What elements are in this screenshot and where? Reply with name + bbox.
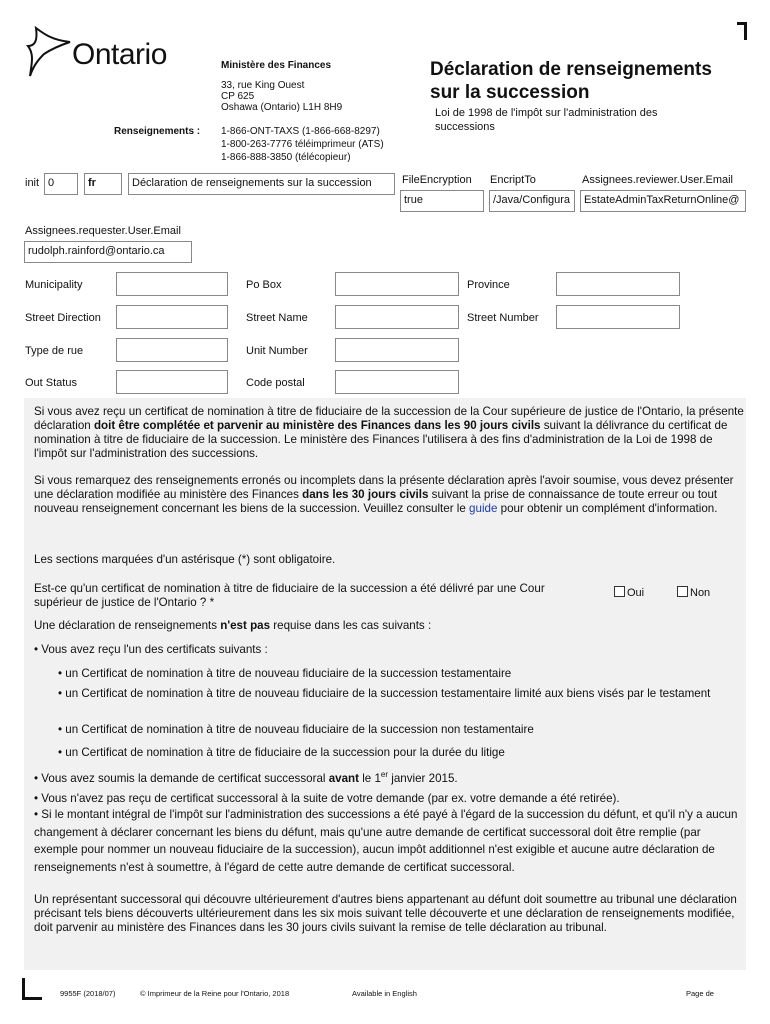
subtitle-line-1: Loi de 1998 de l'impôt sur l'administration des [435, 107, 658, 119]
phone-line-3: 1-866-888-3850 (télécopieur) [221, 152, 351, 163]
file-encryption-field[interactable]: true [400, 190, 484, 212]
reviewer-field[interactable]: EstateAdminTaxReturnOnline@ [580, 190, 746, 212]
file-encryption-label: FileEncryption [402, 174, 472, 186]
out-status-label: Out Status [25, 377, 77, 389]
guide-link[interactable]: guide [469, 502, 498, 515]
bullet-certificates: • Vous avez reçu l'un des certificats suivants : [34, 643, 268, 656]
requester-label: Assignees.requester.User.Email [25, 225, 181, 237]
footer-available: Available in English [352, 989, 417, 998]
page-title-line-2: sur la succession [430, 82, 590, 103]
type-de-rue-label: Type de rue [25, 345, 84, 357]
sub-bullet-3: • un Certificat de nomination à titre de nouveau fiduciaire de la succession non testamentaire [58, 723, 534, 736]
required-note: Les sections marquées d'un astérisque (*) sont obligatoire. [34, 553, 336, 566]
bullet-withdrawn: • Vous n'avez pas reçu de certificat successoral à la suite de votre demande (par ex. votre demande a été retirée). [34, 792, 620, 805]
corner-mark-bottom-left-h [22, 997, 42, 1000]
code-postal-label: Code postal [246, 377, 305, 389]
footer-form-number: 9955F (2018/07) [60, 989, 116, 998]
yes-checkbox[interactable] [614, 586, 625, 597]
street-direction-label: Street Direction [25, 312, 101, 324]
sub-bullet-1: • un Certificat de nomination à titre de nouveau fiduciaire de la succession testamentaire [58, 667, 512, 680]
final-paragraph: Un représentant successoral qui découvre ultérieurement d'autres biens appartenant au défunt doit soumettre au tribunal une déclaration précisant tels biens découverts ultérieurement dans les six mois suivant telle découverte et une déclaration de renseignements modifiée, doit parvenir au ministère des Finances dans les 30 jours civils suivant la remise de telle déclaration au tribunal. [34, 893, 737, 934]
reviewer-label: Assignees.reviewer.User.Email [582, 174, 734, 186]
province-field[interactable] [556, 272, 680, 296]
footer-copyright: © Imprimeur de la Reine pour l'Ontario, 2018 [140, 989, 290, 998]
sub-bullet-4: • un Certificat de nomination à titre de fiduciaire de la succession pour la durée du litige [58, 746, 505, 759]
street-name-label: Street Name [246, 312, 308, 324]
intro-deadline-90: doit être complétée et parvenir au ministère des Finances dans les 90 jours civils [93, 419, 541, 432]
doc-title-field[interactable]: Déclaration de renseignements sur la succession [128, 173, 395, 195]
ontario-logo [24, 24, 167, 83]
answer-no-option[interactable]: Non [677, 586, 710, 599]
po-box-field[interactable] [335, 272, 459, 296]
encript-to-field[interactable]: /Java/Configura [489, 190, 575, 212]
init-label: init [25, 177, 40, 189]
answer-yes-option[interactable]: Oui [614, 586, 644, 599]
intro-deadline-30: dans les 30 jours civils [302, 488, 429, 501]
intro-paragraph-2: Si vous remarquez des renseignements erronés ou incomplets dans la présente déclaration après l'avoir soumise, vous devez présenter une déclaration modifiée au ministère des Finances dans les 30 jours civils suivant la prise de connaissance de toute erreur ou tout nouveau renseignement concernant les biens de la succession. Veuillez consulter le guide pour obtenir un complément d'information. [34, 474, 734, 515]
sub-bullet-2: • un Certificat de nomination à titre de nouveau fiduciaire de la succession testamentaire limité aux biens visés par le testament [58, 687, 711, 700]
subtitle-line-2: successions [435, 121, 495, 133]
trillium-icon [24, 24, 76, 78]
type-de-rue-field[interactable] [116, 338, 228, 362]
not-required-intro: Une déclaration de renseignements n'est pas requise dans les cas suivants : [34, 619, 432, 632]
ministry-name: Ministère des Finances [221, 60, 332, 71]
footer-page: Page de [686, 989, 714, 998]
lang-field[interactable]: fr [84, 173, 122, 195]
init-field[interactable]: 0 [44, 173, 78, 195]
address-line-2: CP 625 [221, 91, 255, 102]
municipality-label: Municipality [25, 279, 83, 291]
address-line-3: Oshawa (Ontario) L1H 8H9 [221, 102, 343, 113]
phone-line-1: 1-866-ONT-TAXS (1-866-668-8297) [221, 126, 380, 137]
street-direction-field[interactable] [116, 305, 228, 329]
municipality-field[interactable] [116, 272, 228, 296]
info-label: Renseignements : [114, 126, 201, 137]
bullet-tax-paid: • Si le montant intégral de l'impôt sur l'administration des successions a été payé à l'égard de la succession du défunt, et qu'il n'y a aucun changement à déclarer concernant les biens du défunt, mais qu'une autre demande de certificat successoral doit être remplie (par exemple pour nommer un nouveau fiduciaire de la succession), aucun impôt additionnel n'est exigible et aucune autre déclaration de renseignements n'est à soumettre, à l'égard de cette autre demande de certificat successoral. [34, 808, 738, 874]
street-number-label: Street Number [467, 312, 539, 324]
street-name-field[interactable] [335, 305, 459, 329]
requester-field[interactable]: rudolph.rainford@ontario.ca [24, 241, 192, 263]
unit-number-field[interactable] [335, 338, 459, 362]
page-title-line-1: Déclaration de renseignements [430, 59, 712, 80]
street-number-field[interactable] [556, 305, 680, 329]
phone-line-2: 1-800-263-7776 téléimprimeur (ATS) [221, 139, 384, 150]
intro-paragraph-1: Si vous avez reçu un certificat de nomination à titre de fiduciaire de la succession de la Cour supérieure de justice de l'Ontario, la présente déclaration doit être complétée et parvenir au ministère des Finances dans les 90 jours civils suivant la délivrance du certificat de nomination à titre de fiduciaire de la succession. Le ministère des Finances l'utilisera à des fins d'administration de la Loi de 1998 de l'impôt sur l'administration des successions. [34, 405, 744, 460]
unit-number-label: Unit Number [246, 345, 308, 357]
address-line-1: 33, rue King Ouest [221, 80, 305, 91]
encript-to-label: EncriptTo [490, 174, 536, 186]
logo-wordmark: Ontario [72, 38, 167, 71]
no-checkbox[interactable] [677, 586, 688, 597]
province-label: Province [467, 279, 510, 291]
out-status-field[interactable] [116, 370, 228, 394]
po-box-label: Po Box [246, 279, 282, 291]
question-text: Est-ce qu'un certificat de nomination à titre de fiduciaire de la succession a été délivré par une Cour supérieur de justice de l'Ontario ? * [34, 582, 545, 609]
code-postal-field[interactable] [335, 370, 459, 394]
bullet-before-2015: • Vous avez soumis la demande de certificat successoral avant le 1er janvier 2015. [34, 770, 458, 785]
corner-mark-top-right-v [744, 22, 747, 40]
